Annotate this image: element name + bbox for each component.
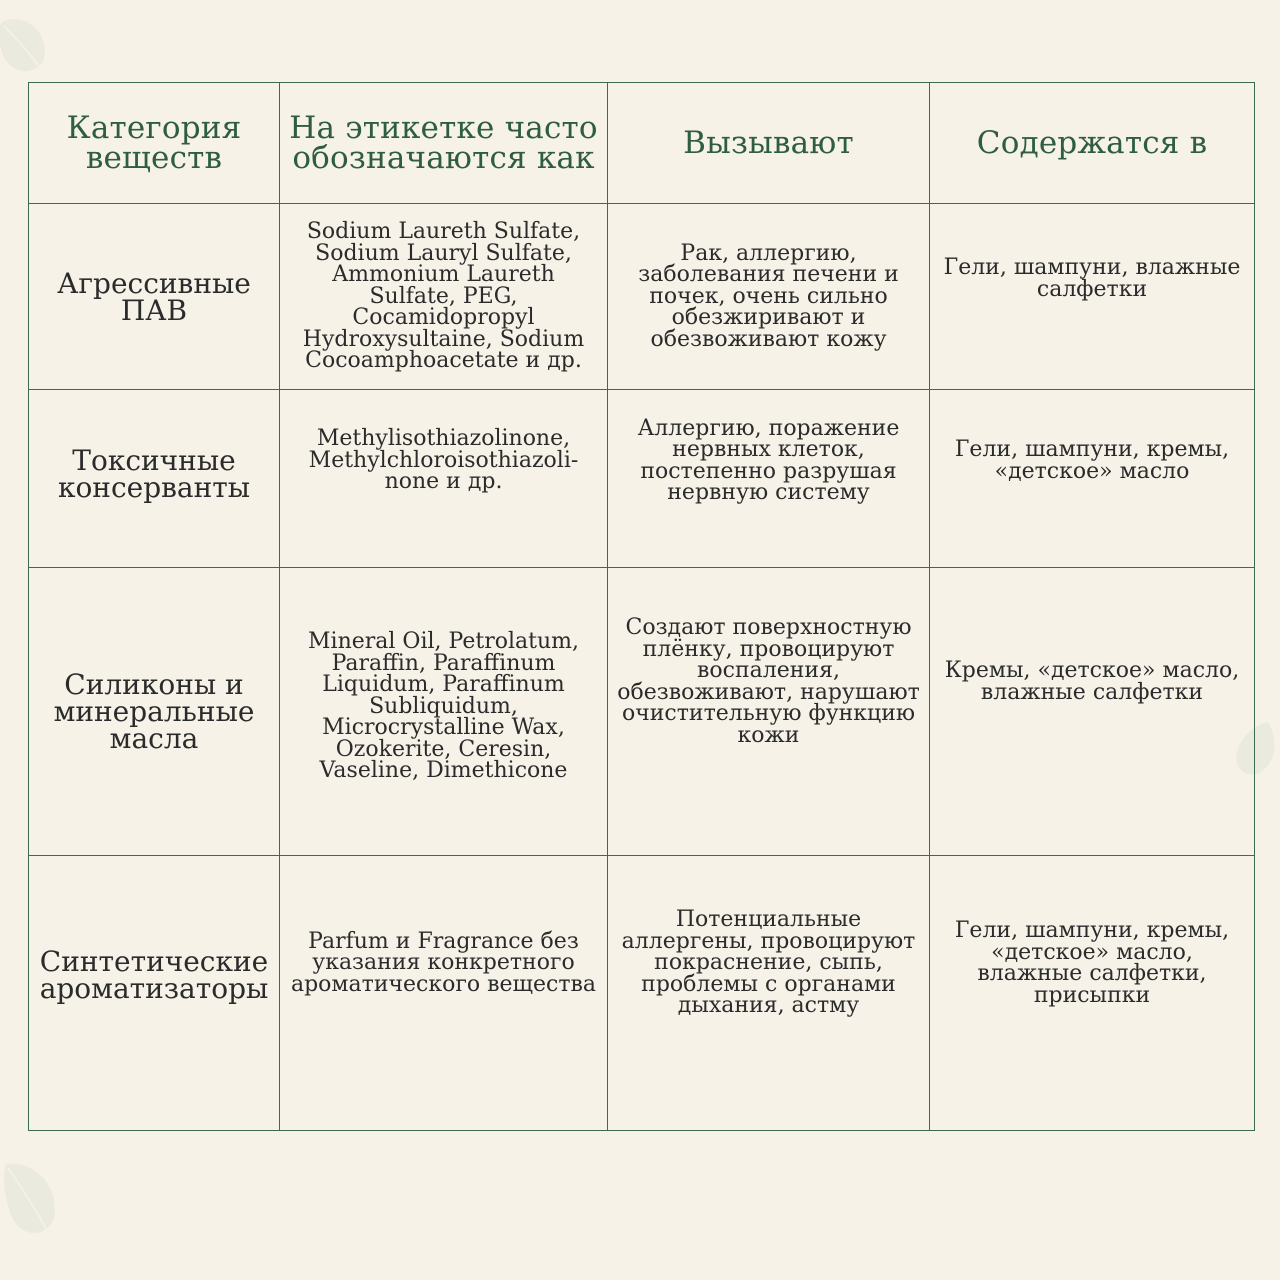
cell-found-in (930, 204, 1255, 390)
header-effects-label: Вызывают (683, 125, 854, 161)
labels-text: Parfum и Fragrance без указания конкретного ароматического вещества (290, 928, 597, 997)
table-row (29, 204, 1255, 390)
cell-found-in (930, 390, 1255, 568)
effects-text: Рак, аллергию, заболевания печени и почек, очень сильно обезжиривают и обезвоживают кожу (638, 240, 899, 352)
header-labels (280, 83, 608, 204)
cell-effects (608, 204, 930, 390)
category-text: Токсичные консерванты (57, 443, 251, 504)
leaf-icon (0, 12, 54, 82)
cell-labels (280, 390, 608, 568)
cell-labels (280, 568, 608, 856)
ingredients-table (28, 82, 1255, 1131)
table-row (29, 856, 1255, 1131)
cell-category (29, 390, 280, 568)
header-found-in-label: Содержатся в (976, 125, 1208, 161)
category-text: Агрессивные ПАВ (57, 266, 251, 327)
table-header-row (29, 83, 1255, 204)
cell-labels (280, 204, 608, 390)
labels-text: Sodium Laureth Sulfate, Sodium Lauryl Sulfate, Ammonium Laureth Sulfate, PEG, Cocamidopropyl Hydroxysultaine, Sodium Cocoamphoacetate и др. (302, 219, 585, 374)
category-text: Силиконы и минеральные масла (53, 668, 255, 755)
effects-text: Потенциальные аллергены, провоцируют покраснение, сыпь, проблемы с органами дыхания, астму (621, 907, 916, 1019)
header-category-label: Категория веществ (66, 110, 242, 176)
effects-text: Аллергию, поражение нервных клеток, постепенно разрушая нервную систему (637, 415, 900, 505)
cell-effects (608, 390, 930, 568)
effects-text: Создают поверхностную плёнку, провоцируют воспаления, обезвоживают, нарушают очистительную функцию кожи (617, 615, 920, 748)
cell-category (29, 568, 280, 856)
found-in-text: Гели, шампуни, кремы, «детское» масло (954, 437, 1230, 484)
header-category (29, 83, 280, 204)
cell-category (29, 856, 280, 1131)
cell-labels (280, 856, 608, 1131)
header-effects (608, 83, 930, 204)
leaf-icon (0, 1158, 64, 1242)
table-row (29, 390, 1255, 568)
ingredients-table-container (28, 82, 1254, 1130)
cell-effects (608, 856, 930, 1131)
header-labels-label: На этикетке часто обозначаются как (289, 110, 598, 176)
category-text: Синтетические ароматизаторы (39, 945, 269, 1005)
cell-effects (608, 568, 930, 856)
labels-text: Mineral Oil, Petrolatum, Paraffin, Paraffinum Liquidum, Paraffinum Subliquidum, Microcrystalline Wax, Ozokerite, Ceresin, Vaseline, Dimethicone (308, 629, 579, 784)
found-in-text: Кремы, «детское» масло, влажные салфетки (944, 658, 1240, 705)
cell-found-in (930, 568, 1255, 856)
cell-found-in (930, 856, 1255, 1131)
found-in-text: Гели, шампуни, кремы, «детское» масло, влажные салфетки, присыпки (954, 918, 1230, 1008)
table-row (29, 568, 1255, 856)
header-found-in (930, 83, 1255, 204)
found-in-text: Гели, шампуни, влажные салфетки (943, 255, 1241, 302)
cell-category (29, 204, 280, 390)
labels-text: Methylisothiazolinone, Methylchloroisothiazoli-none и др. (308, 426, 579, 495)
